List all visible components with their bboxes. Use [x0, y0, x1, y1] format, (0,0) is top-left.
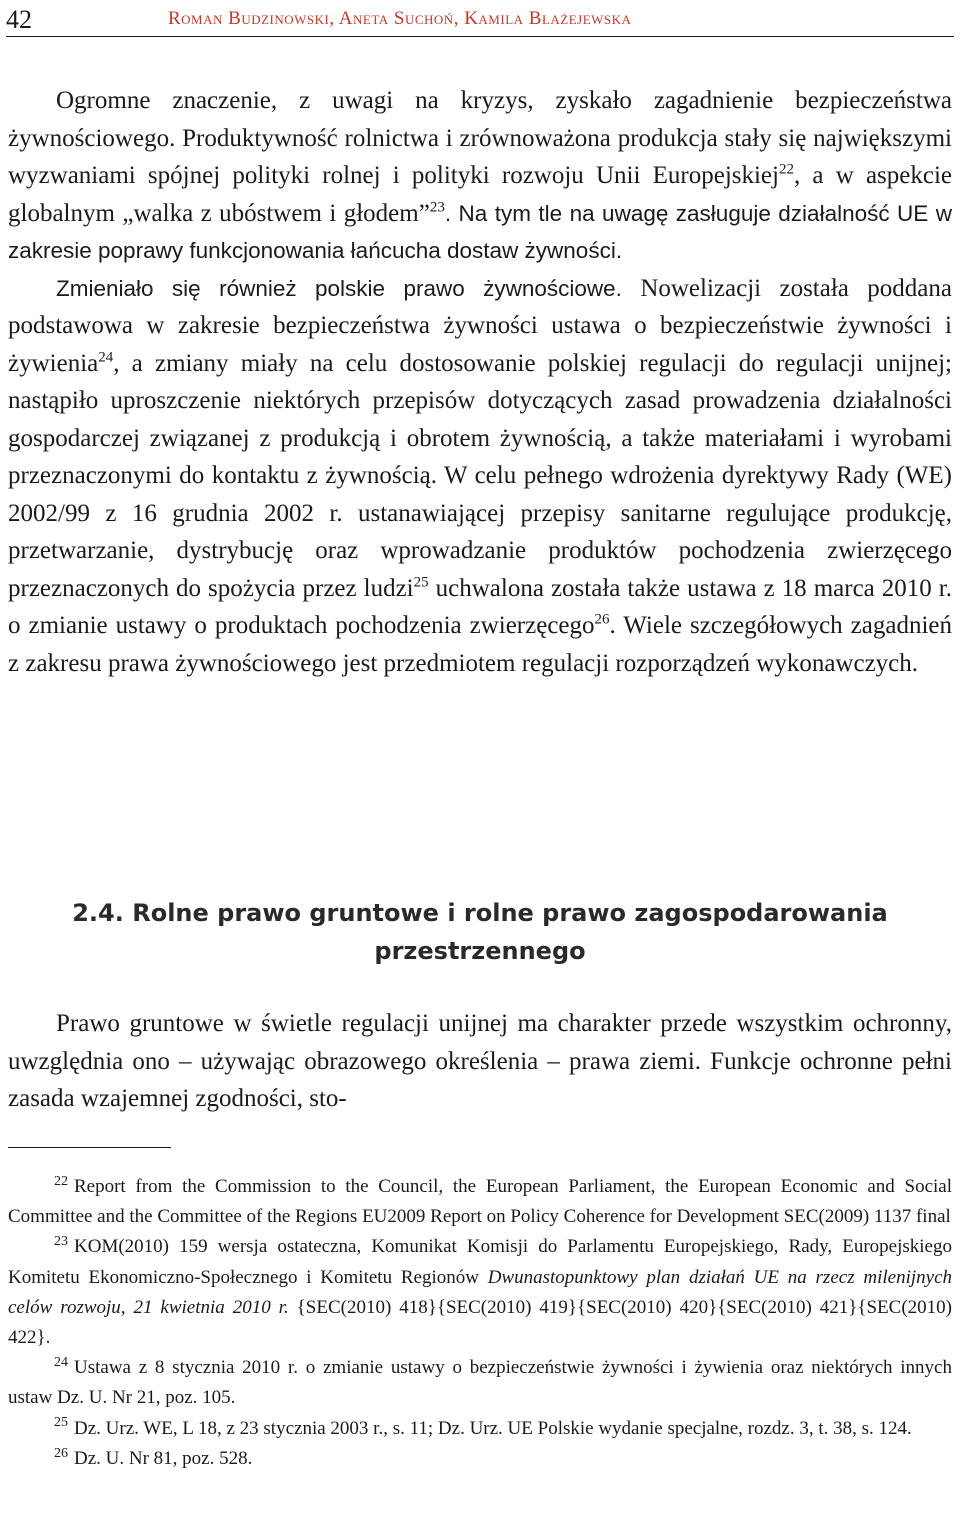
footnote-text: Ustawa z 8 stycznia 2010 r. o zmianie ustawy o bezpieczeństwie żywności i żywienia oraz niektórych innych ustaw Dz. U. Nr 21, poz. 105. — [8, 1357, 952, 1409]
main-text — [8, 82, 952, 682]
footnote-text: Report from the Commission to the Council, the European Parliament, the European Economic and Social Committee and the Committee of the Regions EU2009 Report on Policy Coherence for Development SEC(2009) 1137 final — [8, 1176, 952, 1228]
footnote-text: Dz. Urz. WE, L 18, z 23 stycznia 2003 r., s. 11; Dz. Urz. UE Polskie wydanie specjalne, rozdz. 3, t. 38, s. 124. — [74, 1417, 912, 1439]
header-rule — [6, 36, 954, 37]
footnote-number: 24 — [54, 1354, 68, 1370]
paragraph-text: , a w aspekcie globalnym „walka z ubóstwem i głodem” — [8, 162, 952, 227]
footnote-25 — [8, 1414, 952, 1444]
footnote-ref-23[interactable]: 23 — [429, 199, 445, 216]
footnote-ref-26[interactable]: 26 — [594, 611, 610, 628]
paragraph-text: uchwalona została także ustawa z 18 marca 2010 r. o zmianie ustawy o produktach pochodzenia zwierzęcego — [8, 574, 952, 639]
paragraph-text: . Wiele szczegółowych zagadnień z zakresu prawa żywnościowego jest przedmiotem regulacji rozporządzeń wykonawczych. — [8, 612, 952, 677]
running-head-authors: Roman Budzinowski, Aneta Suchoń, Kamila Błażejewska — [168, 8, 632, 29]
page-number: 42 — [6, 5, 32, 34]
paragraph-polish-food-law — [8, 270, 952, 683]
paragraph-text: , a zmiany miały na celu dostosowanie polskiej regulacji do regulacji unijnej; nastąpiło uproszczenie niektórych przepisów dotyczących zasad prowadzenia działalności gospodarczej związanej z produkcją i obrotem żywnością, a także materiałami i wyrobami przeznaczonymi do kontaktu z żywnością. W celu pełnego wdrożenia dyrektywy Rady (WE) 2002/99 z 16 grudnia 2002 r. ustanawiającej przepisy sanitarne regulujące produkcję, przetwarzanie, dystrybucję oraz wprowadzanie produktów pochodzenia zwierzęcego przeznaczonych do spożycia przez ludzi — [8, 349, 952, 602]
footnote-italic-title: Dwunastopunktowy plan działań UE na rzecz milenijnych celów rozwoju, 21 kwietnia 2010 r. — [8, 1266, 952, 1318]
footnote-number: 25 — [54, 1415, 68, 1431]
paragraph-text: . Na tym tle na uwagę zasługuje działalność UE w zakresie poprawy funkcjonowania łańcucha dostaw żywności. — [8, 200, 952, 263]
footnote-text: {SEC(2010) 418}{SEC(2010) 419}{SEC(2010) 420}{SEC(2010) 421}{SEC(2010) 422}. — [8, 1296, 952, 1349]
footnote-22 — [8, 1172, 952, 1232]
section-heading: 2.4. Rolne prawo gruntowe i rolne prawo zagospodarowania przestrzennego — [72, 899, 888, 965]
footnote-ref-24[interactable]: 24 — [98, 349, 114, 366]
footnote-23 — [8, 1232, 952, 1353]
paragraph-text: Zmieniało się również polskie prawo żywnościowe. — [56, 275, 622, 301]
footnote-text: KOM(2010) 159 wersja ostateczna, Komunikat Komisji do Parlamentu Europejskiego, Rady, Europejskiego Komitetu Ekonomiczno-Społecznego i Komitetu Regionów — [8, 1236, 952, 1288]
paragraph-text: Nowelizacji została poddana podstawowa w zakresie bezpieczeństwa żywności ustawa o bezpieczeństwie żywności i żywienia — [8, 274, 952, 377]
footnote-ref-22[interactable]: 22 — [778, 161, 794, 178]
footnotes — [8, 1172, 952, 1474]
page-header — [0, 0, 960, 40]
paragraph-land-law: Prawo gruntowe w świetle regulacji unijnej ma charakter przede wszystkim ochronny, uwzględnia ono – używając obrazowego określenia – prawa ziemi. Funkcje ochronne pełni zasada wzajemnej zgodności, sto- — [8, 1010, 952, 1112]
footnote-24 — [8, 1353, 952, 1413]
footnote-26 — [8, 1444, 952, 1474]
paragraph-food-security — [8, 82, 952, 270]
paragraph-text: Ogromne znaczenie, z uwagi na kryzys, zyskało zagadnienie bezpieczeństwa żywnościowego. Produktywność rolnictwa i zrównoważona produkcja stały się największymi wyzwaniami spójnej polityki rolnej i polityki rozwoju Unii Europejskiej — [8, 87, 952, 189]
footnote-ref-25[interactable]: 25 — [413, 574, 429, 591]
footnote-separator — [8, 1147, 171, 1148]
footnote-number: 22 — [54, 1173, 68, 1189]
footnote-number: 23 — [54, 1234, 68, 1250]
section-text — [8, 1005, 952, 1118]
footnote-number: 26 — [54, 1445, 68, 1461]
footnote-text: Dz. U. Nr 81, poz. 528. — [74, 1447, 253, 1469]
